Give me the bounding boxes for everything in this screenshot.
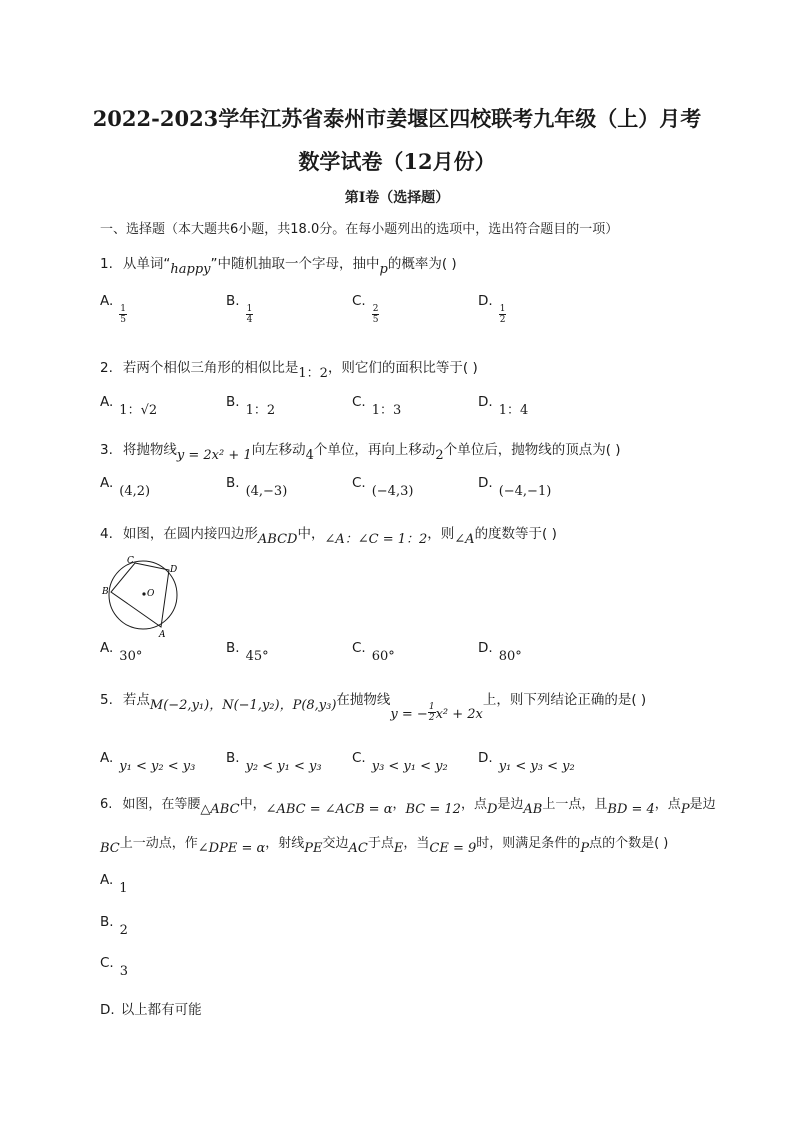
q6-option-d[interactable]: D. 以上都有可能: [100, 1002, 202, 1018]
q5-option-b[interactable]: B.y₂ < y₁ < y₃: [226, 750, 322, 774]
q3-option-b[interactable]: B.(4,−3): [226, 475, 288, 499]
volume-heading: 第I卷（选择题）: [344, 190, 450, 206]
q1-option-d[interactable]: D. $\frac{1}{2}$: [478, 292, 506, 325]
label-o: O: [147, 589, 155, 599]
fraction: $\frac{2}{5}$: [372, 304, 379, 325]
center-point: [142, 592, 145, 595]
question-2: 2. 若两个相似三角形的相似比是1：2，则它们的面积比等于( ): [100, 360, 478, 381]
q4-option-b[interactable]: B.45°: [226, 640, 269, 664]
quadrilateral-abcd: [111, 563, 169, 627]
question-1: 1. 从单词“happy”中随机抽取一个字母，抽中p的概率为( ): [100, 256, 457, 277]
label-b: B: [102, 587, 109, 597]
q2-option-b[interactable]: B.1：2: [226, 394, 276, 418]
q6-option-b[interactable]: B.2: [100, 914, 128, 938]
q5-option-c[interactable]: C.y₃ < y₁ < y₂: [352, 750, 448, 774]
label-a: A: [159, 630, 166, 640]
label-d: D: [170, 565, 178, 575]
cyclic-quadrilateral-figure: [99, 554, 189, 640]
q5-option-d[interactable]: D.y₁ < y₃ < y₂: [478, 750, 575, 774]
exam-title-line2: 数学试卷（12月份）: [298, 149, 496, 174]
question-3: 3. 将抛物线y = 2x² + 1向左移动4个单位，再向上移动2个单位后，抛物线的顶点为( ): [100, 442, 621, 463]
label-c: C: [127, 556, 134, 566]
q6-option-a[interactable]: A.1: [100, 872, 128, 896]
q5-option-a[interactable]: A.y₁ < y₂ < y₃: [100, 750, 196, 774]
q4-option-d[interactable]: D.80°: [478, 640, 522, 664]
section-heading: 一、选择题（本大题共6小题，共18.0分。在每小题列出的选项中，选出符合题目的一项）: [100, 222, 619, 237]
q3-option-d[interactable]: D.(−4,−1): [478, 475, 552, 499]
q4-option-a[interactable]: A.30°: [100, 640, 143, 664]
question-number: 1.: [100, 256, 113, 272]
q3-option-a[interactable]: A.(4,2): [100, 475, 151, 499]
q1-option-b[interactable]: B. $\frac{1}{4}$: [226, 292, 253, 325]
question-4: 4. 如图，在圆内接四边形ABCD中，∠A：∠C = 1：2，则∠A的度数等于( ): [100, 526, 557, 547]
question-6-line1: 6. 如图，在等腰△ABC中，∠ABC = ∠ACB = α，BC = 12，点D是边AB上一点，且BD = 4，点P是边: [100, 797, 716, 817]
fraction: $\frac{1}{2}$: [499, 304, 506, 325]
fraction: $\frac{1}{5}$: [120, 304, 127, 325]
q2-option-d[interactable]: D.1：4: [478, 394, 529, 418]
fraction: $\frac{1}{4}$: [246, 304, 253, 325]
q2-option-c[interactable]: C.1：3: [352, 394, 402, 418]
word-happy: happy: [170, 262, 211, 277]
q3-option-c[interactable]: C.(−4,3): [352, 475, 414, 499]
q1-option-c[interactable]: C. $\frac{2}{5}$: [352, 292, 379, 325]
q2-option-a[interactable]: A.1：√2: [100, 394, 158, 418]
exam-title-line1: 2022-2023学年江苏省泰州市姜堰区四校联考九年级（上）月考: [92, 106, 702, 131]
q1-option-a[interactable]: A. $\frac{1}{5}$: [100, 292, 127, 325]
question-6-line2: BC上一动点，作∠DPE = α，射线PE交边AC于点E，当CE = 9时，则满足条件的P点的个数是( ): [100, 836, 669, 856]
q6-option-c[interactable]: C.3: [100, 955, 128, 979]
question-5: 5. 若点M(−2,y₁)，N(−1,y₂)，P(8,y₃)在抛物线y = − $\frac{1}{2}$ x² + 2x上，则下列结论正确的是( ): [100, 692, 647, 723]
q4-option-c[interactable]: C.60°: [352, 640, 395, 664]
